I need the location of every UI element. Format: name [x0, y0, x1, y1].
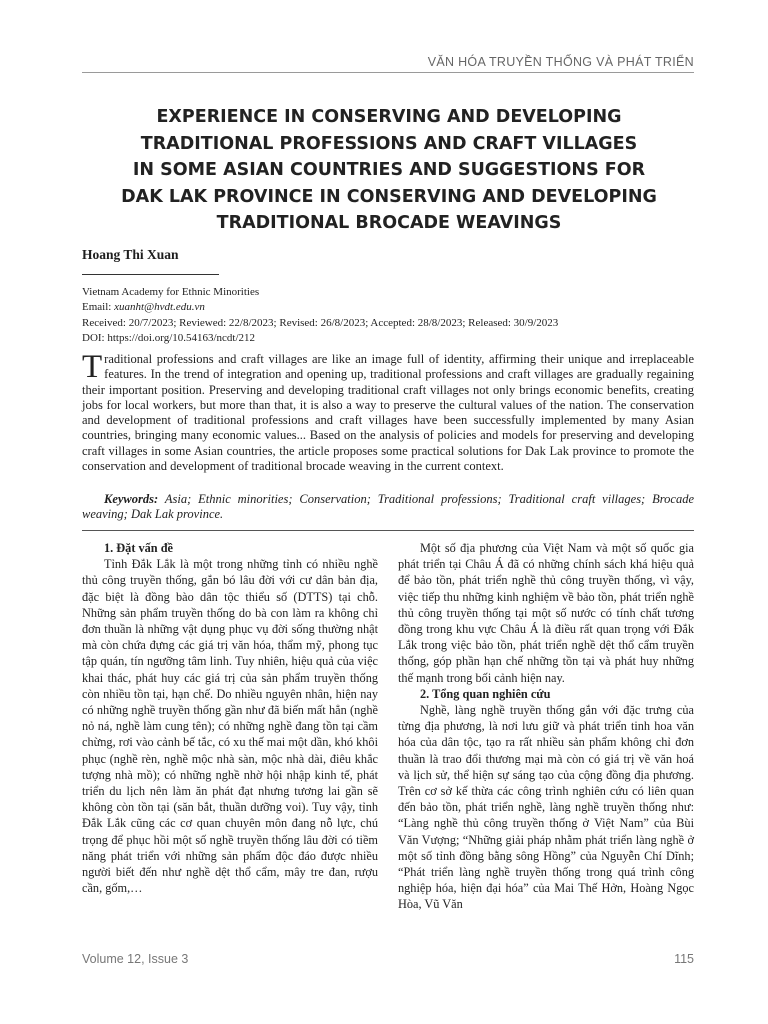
running-header: VĂN HÓA TRUYỀN THỐNG VÀ PHÁT TRIỂN — [82, 55, 694, 73]
title-line: EXPERIENCE IN CONSERVING AND DEVELOPING — [156, 107, 622, 127]
keywords-label: Keywords: — [104, 492, 159, 506]
paragraph: Một số địa phương của Việt Nam và một số quốc gia phát triển tại Châu Á đã có những chính sách khá hiệu quả để bảo tồn, phát triển nghề thủ công truyền thống, vì vậy, việc tiếp thu những kinh nghiệm về bảo tồn, phát triển nghề thủ công truyền thống tại một số nước có tính chất tương đồng trong khu vực Châu Á là điều rất quan trọng với Đắk Lắk trong việc bảo tồn, phát triển nghề dệt thổ cẩm truyền thống, góp phần hạn chế những tồn tại và phát huy những thế mạnh trong bối cảnh hiện nay. — [398, 541, 694, 685]
affiliation: Vietnam Academy for Ethnic Minorities — [82, 286, 260, 298]
article-metadata — [82, 285, 558, 346]
author-divider — [82, 274, 219, 275]
title-line: IN SOME ASIAN COUNTRIES AND SUGGESTIONS FOR — [132, 160, 646, 180]
abstract — [82, 349, 694, 474]
doi[interactable]: DOI: https://doi.org/10.54163/ncdt/212 — [82, 331, 256, 344]
keywords-text: Asia; Ethnic minorities; Conservation; Traditional professions; Traditional craft villages; Brocade weaving; Dak Lak province. — [82, 492, 694, 522]
email-line — [82, 300, 558, 315]
keywords — [82, 492, 694, 523]
paper-title — [70, 104, 708, 237]
author-name: Hoang Thi Xuan — [82, 247, 179, 262]
email-address[interactable]: xuanht@hvdt.edu.vn — [114, 301, 205, 314]
email-label: Email: — [82, 301, 115, 314]
paragraph: Nghề, làng nghề truyền thống gắn với đặc trưng của từng địa phương, là nơi lưu giữ và phát triển tinh hoa văn hóa của dân tộc, tạo ra rất nhiều sản phẩm không chỉ đơn thuần là trao đổi thương mại mà còn có giá trị về văn hoá và lịch sử, thể hiện sự sáng tạo của cộng đồng địa phương. Trên cơ sở kế thừa các công trình nghiên cứu có liên quan đến bảo tồn, phát triển nghề, làng nghề truyền thống như: “Làng nghề thủ công truyền thống ở Việt Nam” của Bùi Văn Vượng; “Những giải pháp nhằm phát triển làng nghề ở một số tỉnh đồng bằng sông Hồng” của Nguyễn Chí Dĩnh; “Phát triển làng nghề truyền thống trong quá trình công nghiệp hóa, hiện đại hóa” của Mai Thế Hởn, Hoàng Ngọc Hòa, Vũ Văn — [398, 703, 694, 912]
title-line: TRADITIONAL BROCADE WEAVINGS — [216, 213, 562, 233]
publication-dates: Received: 20/7/2023; Reviewed: 22/8/2023; Revised: 26/8/2023; Accepted: 28/8/2023; Released: 30/9/2023 — [82, 316, 559, 329]
title-line: TRADITIONAL PROFESSIONS AND CRAFT VILLAGES — [140, 133, 638, 154]
section-heading-1: 1. Đặt vấn đề — [104, 541, 174, 555]
left-column — [82, 540, 378, 896]
abstract-dropcap: T — [82, 349, 103, 385]
abstract-text: raditional professions and craft villages are like an image full of identity, affirming their unique and irreplaceable features. In the trend of integration and opening up, traditional professions and craft villages are gradually regaining their important position. Preserving and developing traditional craft villages not only brings economic benefits, creating jobs for local workers, but more than that, it is also a way to preserve the cultural values of the nation. The conservation and development of traditional professions and craft villages have been successfully implemented by many Asian countries, bringing many economic values... Based on the analysis of policies and models for preserving and developing craft villages in some Asian countries, the article proposes some practical solutions for Dak Lak province to promote the conservation and development of traditional brocade weaving in the current context. — [82, 352, 694, 474]
section-heading-2: 2. Tổng quan nghiên cứu — [420, 686, 551, 701]
right-column — [398, 540, 694, 913]
paragraph: Tỉnh Đắk Lắk là một trong những tỉnh có nhiều nghề thủ công truyền thống, gắn bó lâu đời với cư dân bản địa, đặc biệt là đồng bào dân tộc thiểu số (DTTS) tại chỗ. Những sản phẩm truyền thống do bà con làm ra không chỉ đơn thuần là những vật dụng phục vụ đời sống thường nhật mà còn chứa đựng các giá trị văn hóa, thẩm mỹ, phong tục tập quán, tín ngưỡng tâm linh. Tuy nhiên, hiệu quả của việc khai thác, phát huy các giá trị của sản phẩm truyền thống còn nhiều tồn tại, hạn chế. Do nhiều nguyên nhân, hiện nay có những nghề truyền thống gần như đã biến mất hẳn (nghề nỏ ná, nghề làm cung tên); có những nghề đang tồn tại cầm chừng, rơi vào cảnh bế tắc, có xu thế mai một dần, khó khôi phục (nghề rèn, nghề mộc nhà sàn, mộc nhà dài, điêu khắc tượng nhà mồ); có những nghề nhờ hội nhập kinh tế, phát triển du lịch nên làm ăn phát đạt nhưng tương lai gần sẽ không còn tồn tại (săn bắt, thuần dưỡng voi). Tuy vậy, tỉnh Đắk Lắk cũng các cơ quan chuyên môn đang nỗ lực, chú trọng để phục hồi một số nghề truyền thống lâu đời có tiềm năng phát triển với những sản phẩm độc đáo được nhiều người biết đến như nghề dệt thổ cẩm, mây tre đan, rượu cần, gốm,… — [82, 557, 378, 896]
page-number: 115 — [674, 952, 694, 966]
title-line: DAK LAK PROVINCE IN CONSERVING AND DEVELOPING — [121, 186, 657, 207]
section-divider — [82, 530, 694, 531]
volume-issue: Volume 12, Issue 3 — [82, 952, 189, 966]
